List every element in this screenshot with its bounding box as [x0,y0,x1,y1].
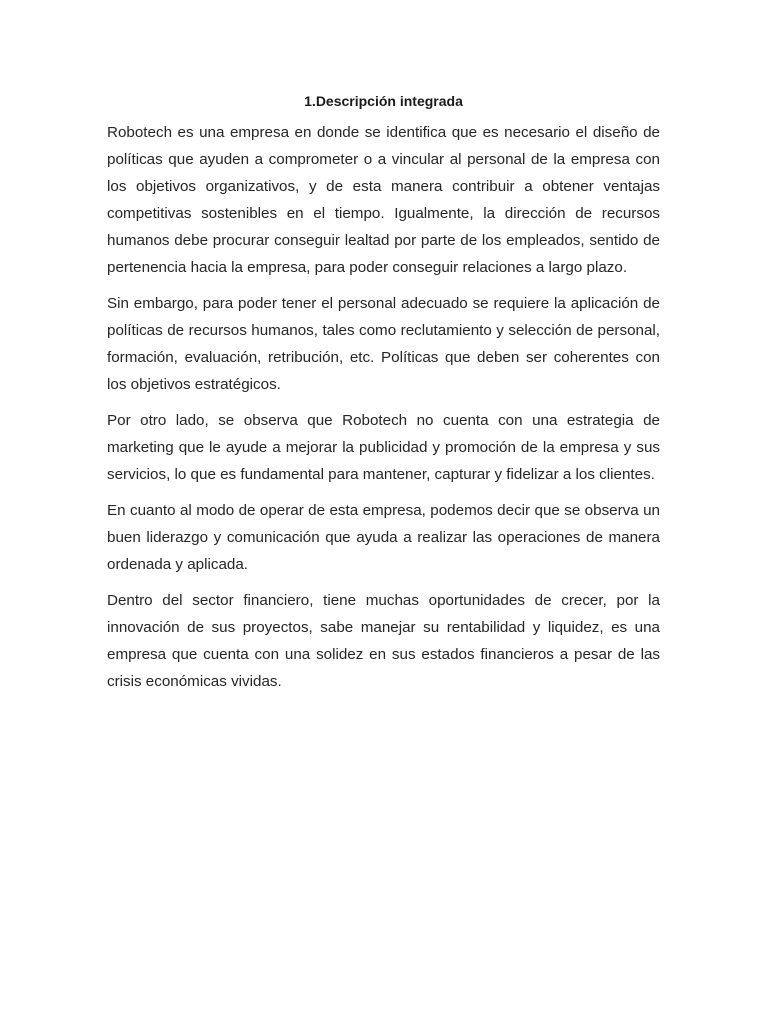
document-title: 1.Descripción integrada [304,93,463,109]
document-body [107,91,660,704]
paragraph-4: En cuanto al modo de operar de esta empresa, podemos decir que se observa un buen liderazgo y comunicación que ayuda a realizar las operaciones de manera ordenada y aplicada. [107,502,660,573]
paragraph-2: Sin embargo, para poder tener el personal adecuado se requiere la aplicación de políticas de recursos humanos, tales como reclutamiento y selección de personal, formación, evaluación, retribución, etc. Políticas que deben ser coherentes con los objetivos estratégicos. [107,295,660,393]
paragraph-3: Por otro lado, se observa que Robotech no cuenta con una estrategia de marketing que le ayude a mejorar la publicidad y promoción de la empresa y sus servicios, lo que es fundamental para mantener, capturar y fidelizar a los clientes. [107,412,660,483]
paragraph-5: Dentro del sector financiero, tiene muchas oportunidades de crecer, por la innovación de sus proyectos, sabe manejar su rentabilidad y liquidez, es una empresa que cuenta con una solidez en sus estados financieros a pesar de las crisis económicas vividas. [107,592,660,690]
paragraph-1: Robotech es una empresa en donde se identifica que es necesario el diseño de políticas que ayuden a comprometer o a vincular al personal de la empresa con los objetivos organizativos, y de esta manera contribuir a obtener ventajas competitivas sostenibles en el tiempo. Igualmente, la dirección de recursos humanos debe procurar conseguir lealtad por parte de los empleados, sentido de pertenencia hacia la empresa, para poder conseguir relaciones a largo plazo. [107,124,660,276]
